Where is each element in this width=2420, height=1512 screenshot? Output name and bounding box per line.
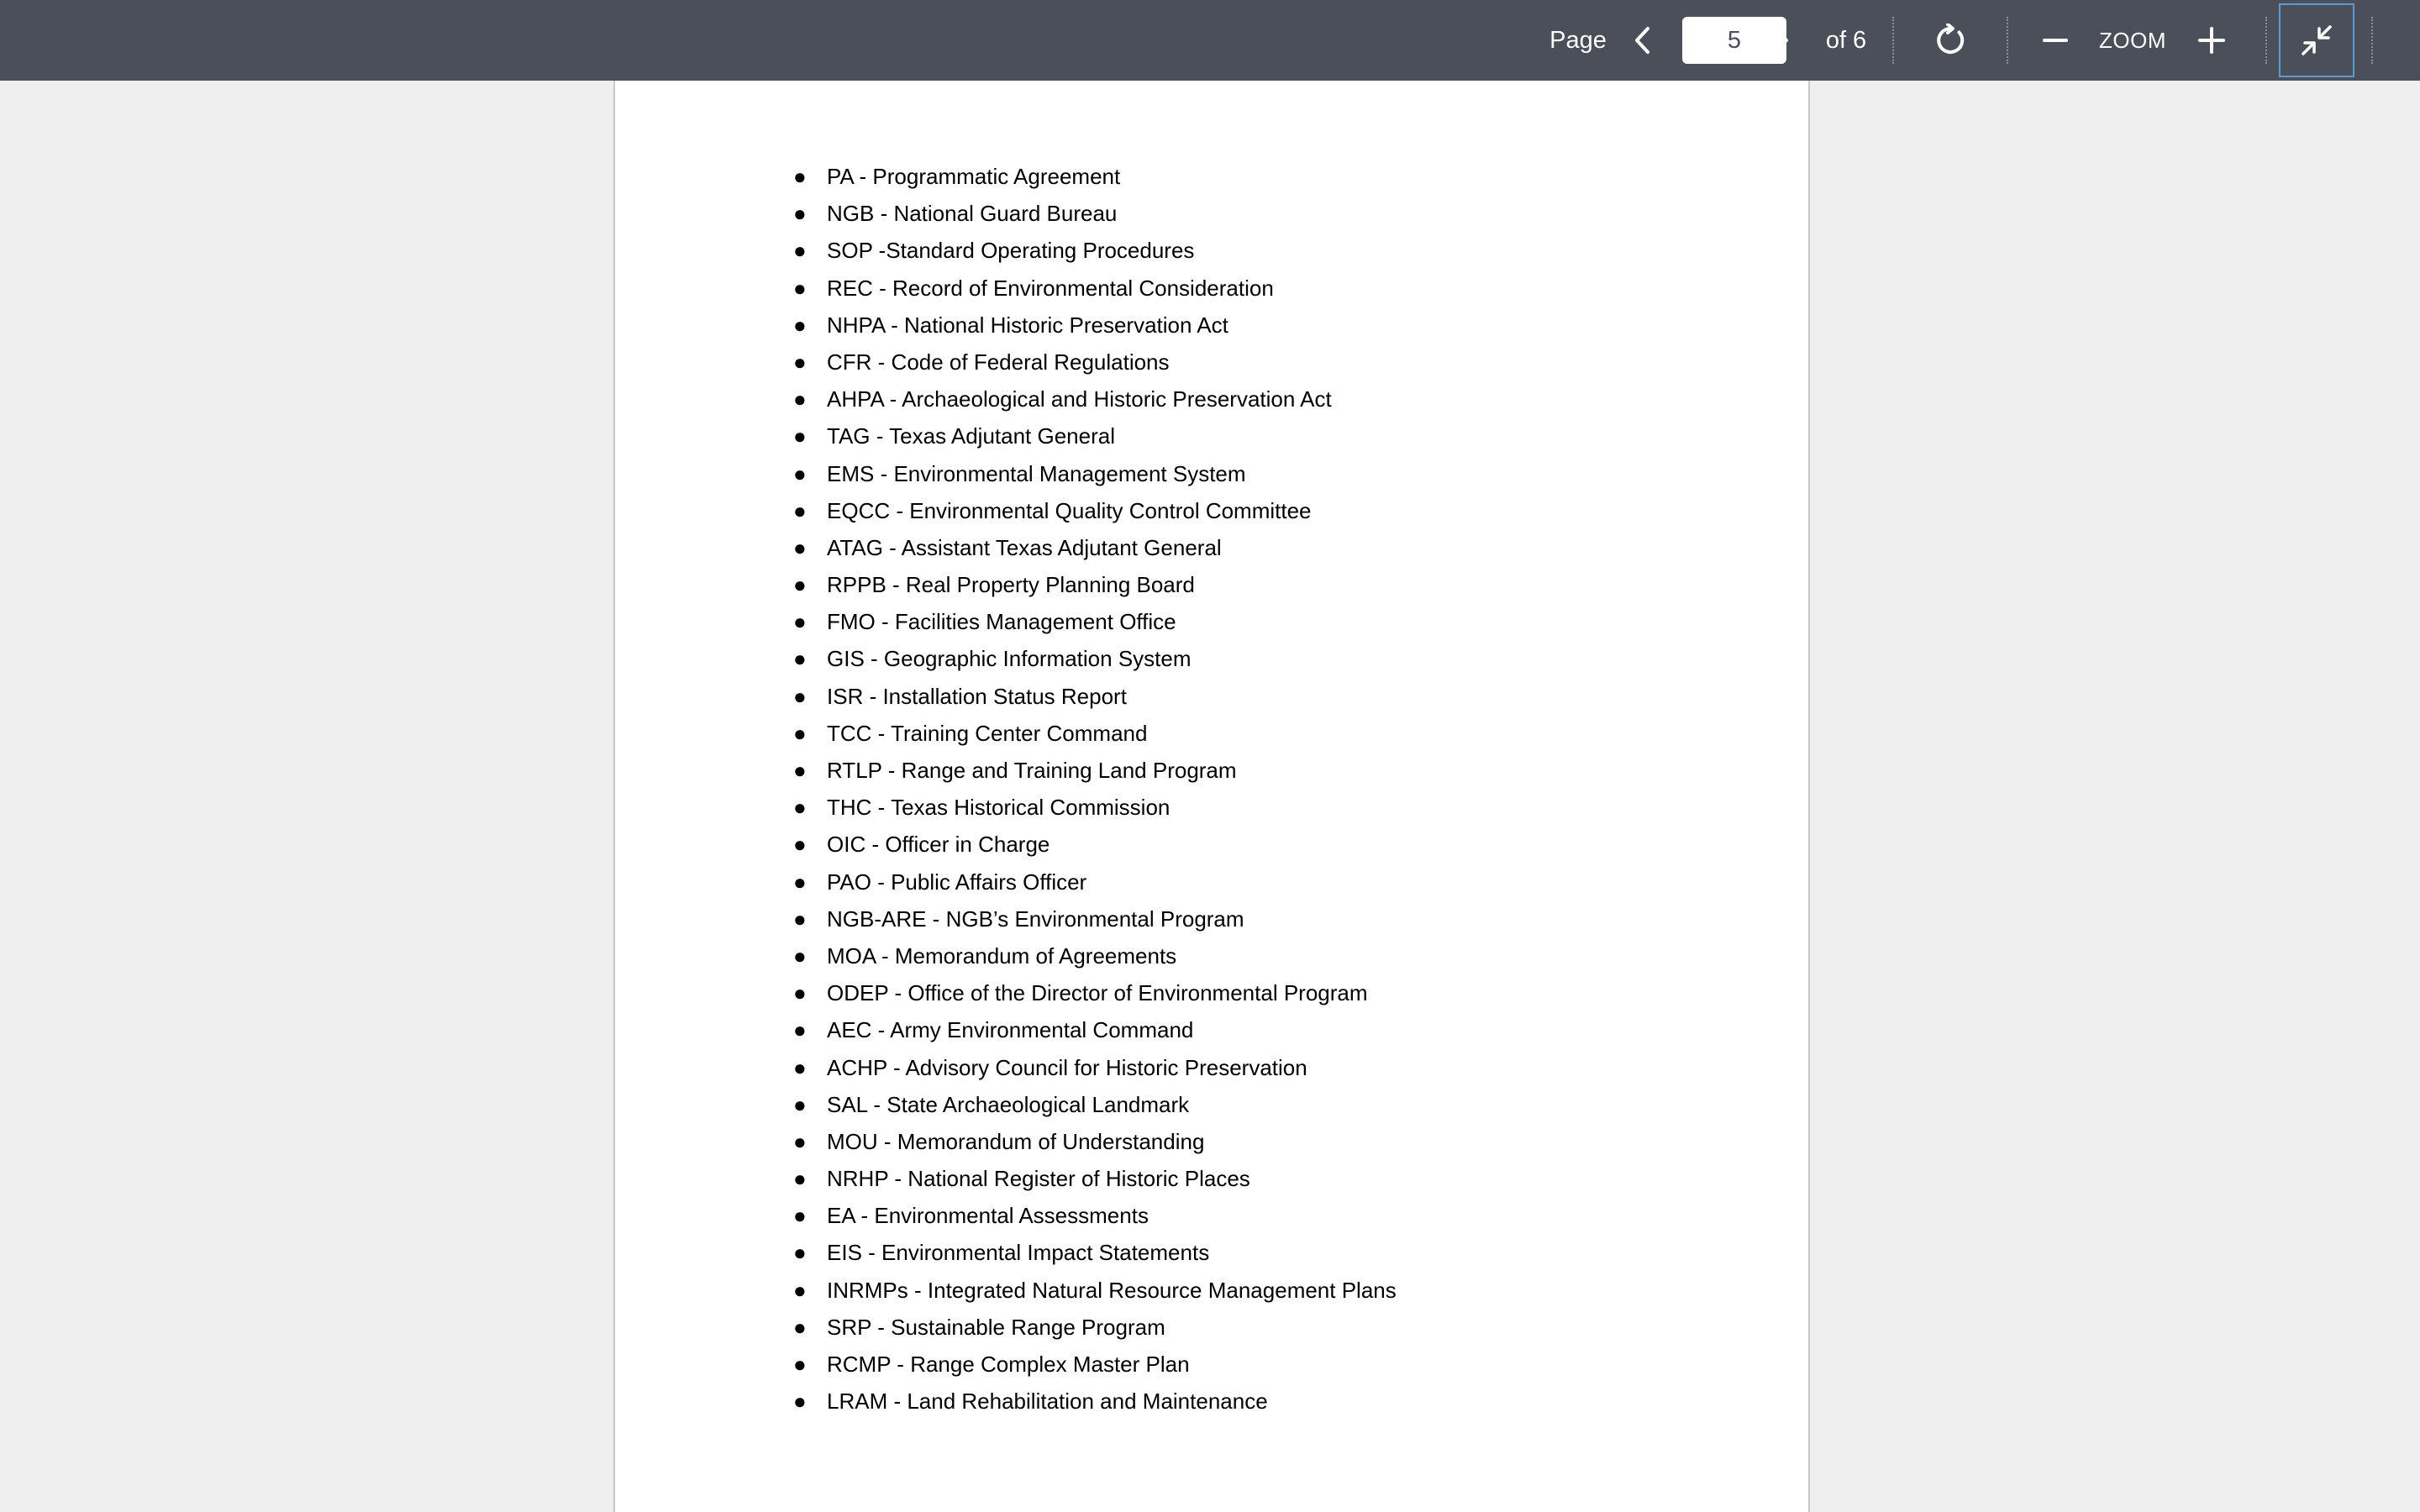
list-item-text: PA - Programmatic Agreement bbox=[827, 164, 1121, 189]
document-viewer[interactable] bbox=[0, 81, 2420, 1512]
bullet-icon: ● bbox=[793, 609, 807, 635]
list-item-text: OIC - Officer in Charge bbox=[827, 832, 1050, 858]
list-item-text: SRP - Sustainable Range Program bbox=[827, 1314, 1165, 1340]
list-item bbox=[615, 826, 1397, 863]
list-item-text: SOP -Standard Operating Procedures bbox=[827, 238, 1195, 264]
list-item bbox=[615, 566, 1397, 603]
toolbar-divider bbox=[1892, 17, 1894, 64]
bullet-icon: ● bbox=[793, 683, 807, 709]
list-item bbox=[615, 1346, 1397, 1383]
list-item-text: NRHP - National Register of Historic Places bbox=[827, 1166, 1250, 1192]
list-item bbox=[615, 864, 1397, 900]
zoom-in-button[interactable] bbox=[2193, 0, 2230, 81]
bullet-icon: ● bbox=[793, 758, 807, 783]
zoom-out-button[interactable] bbox=[2037, 0, 2074, 81]
bullet-icon: ● bbox=[793, 1054, 807, 1080]
bullet-icon: ● bbox=[793, 1314, 807, 1340]
list-item bbox=[615, 307, 1397, 344]
zoom-label: ZOOM bbox=[2099, 27, 2166, 53]
toolbar-divider bbox=[2007, 17, 2008, 64]
list-item-text: NHPA - National Historic Preservation Act bbox=[827, 312, 1228, 338]
list-item-text: TAG - Texas Adjutant General bbox=[827, 423, 1115, 449]
rotate-button[interactable] bbox=[1929, 0, 1971, 81]
bullet-icon: ● bbox=[793, 349, 807, 375]
bullet-icon: ● bbox=[793, 386, 807, 412]
chevron-left-icon bbox=[1631, 25, 1655, 55]
list-item bbox=[615, 455, 1397, 492]
document-page bbox=[613, 81, 1810, 1512]
list-item-text: ISR - Installation Status Report bbox=[827, 683, 1127, 709]
list-item bbox=[615, 1123, 1397, 1160]
list-item bbox=[615, 678, 1397, 715]
list-item-text: GIS - Geographic Information System bbox=[827, 646, 1192, 672]
list-item-text: INRMPs - Integrated Natural Resource Management Plans bbox=[827, 1277, 1397, 1303]
list-item-text: EIS - Environmental Impact Statements bbox=[827, 1240, 1210, 1266]
list-item bbox=[615, 1197, 1397, 1234]
list-item bbox=[615, 1049, 1397, 1086]
list-item-text: AHPA - Archaeological and Historic Preservation Act bbox=[827, 386, 1332, 412]
list-item bbox=[615, 640, 1397, 677]
list-item bbox=[615, 937, 1397, 974]
list-item bbox=[615, 715, 1397, 752]
list-item bbox=[615, 417, 1397, 454]
list-item-text: FMO - Facilities Management Office bbox=[827, 609, 1176, 635]
list-item-text: MOA - Memorandum of Agreements bbox=[827, 942, 1177, 969]
list-item bbox=[615, 974, 1397, 1011]
prev-page-button[interactable] bbox=[1622, 0, 1664, 81]
toolbar-divider bbox=[2265, 17, 2267, 64]
list-item bbox=[615, 195, 1397, 232]
chevron-right-icon bbox=[1769, 25, 1792, 55]
plus-icon bbox=[2198, 27, 2225, 54]
list-item bbox=[615, 1011, 1397, 1048]
bullet-icon: ● bbox=[793, 1203, 807, 1229]
list-item bbox=[615, 1309, 1397, 1346]
bullet-icon: ● bbox=[793, 312, 807, 338]
list-item-text: RPPB - Real Property Planning Board bbox=[827, 572, 1195, 598]
bullet-icon: ● bbox=[793, 832, 807, 858]
list-item bbox=[615, 603, 1397, 640]
list-item-text: NGB - National Guard Bureau bbox=[827, 201, 1118, 227]
list-item-text: SAL - State Archaeological Landmark bbox=[827, 1091, 1190, 1117]
bullet-icon: ● bbox=[793, 201, 807, 227]
bullet-icon: ● bbox=[793, 1277, 807, 1303]
list-item-text: AEC - Army Environmental Command bbox=[827, 1017, 1194, 1043]
bullet-icon: ● bbox=[793, 275, 807, 301]
viewer-toolbar bbox=[0, 0, 2420, 81]
bullet-icon: ● bbox=[793, 646, 807, 672]
list-item bbox=[615, 529, 1397, 566]
list-item bbox=[615, 789, 1397, 826]
list-item bbox=[615, 344, 1397, 381]
total-pages-wrap bbox=[1823, 0, 1869, 81]
bullet-icon: ● bbox=[793, 1389, 807, 1415]
bullet-icon: ● bbox=[793, 423, 807, 449]
bullet-icon: ● bbox=[793, 980, 807, 1006]
bullet-icon: ● bbox=[793, 1240, 807, 1266]
bullet-icon: ● bbox=[793, 1017, 807, 1043]
list-item-text: PAO - Public Affairs Officer bbox=[827, 869, 1087, 895]
list-item bbox=[615, 752, 1397, 789]
rotate-icon bbox=[1933, 24, 1967, 57]
collapse-icon bbox=[2300, 24, 2333, 57]
total-pages-label: of 6 bbox=[1825, 26, 1867, 54]
exit-fullscreen-button[interactable] bbox=[2279, 3, 2354, 77]
bullet-icon: ● bbox=[793, 869, 807, 895]
list-item bbox=[615, 1086, 1397, 1123]
list-item-text: ACHP - Advisory Council for Historic Preservation bbox=[827, 1054, 1307, 1080]
list-item bbox=[615, 900, 1397, 937]
list-item-text: CFR - Code of Federal Regulations bbox=[827, 349, 1170, 375]
bullet-icon: ● bbox=[793, 795, 807, 821]
page-label: Page bbox=[1549, 26, 1607, 54]
list-item bbox=[615, 492, 1397, 529]
bullet-icon: ● bbox=[793, 164, 807, 189]
bullet-icon: ● bbox=[793, 460, 807, 486]
list-item-text: ODEP - Office of the Director of Environmental Program bbox=[827, 980, 1368, 1006]
list-item-text: EQCC - Environmental Quality Control Committee bbox=[827, 497, 1312, 523]
bullet-icon: ● bbox=[793, 1128, 807, 1154]
list-item-text: THC - Texas Historical Commission bbox=[827, 795, 1171, 821]
page-label-wrap bbox=[1551, 0, 1605, 81]
list-item-text: EMS - Environmental Management System bbox=[827, 460, 1246, 486]
bullet-icon: ● bbox=[793, 720, 807, 746]
toolbar-divider bbox=[2371, 17, 2373, 64]
next-page-button[interactable] bbox=[1760, 0, 1802, 81]
list-item-text: ATAG - Assistant Texas Adjutant General bbox=[827, 534, 1222, 560]
acronym-list bbox=[615, 158, 1397, 1420]
list-item-text: EA - Environmental Assessments bbox=[827, 1203, 1149, 1229]
bullet-icon: ● bbox=[793, 534, 807, 560]
list-item bbox=[615, 232, 1397, 269]
zoom-label-wrap bbox=[2099, 0, 2166, 81]
list-item bbox=[615, 381, 1397, 417]
bullet-icon: ● bbox=[793, 1091, 807, 1117]
list-item bbox=[615, 1272, 1397, 1309]
bullet-icon: ● bbox=[793, 1352, 807, 1377]
list-item-text: NGB-ARE - NGB’s Environmental Program bbox=[827, 906, 1244, 932]
bullet-icon: ● bbox=[793, 942, 807, 969]
bullet-icon: ● bbox=[793, 238, 807, 264]
list-item bbox=[615, 1234, 1397, 1271]
list-item-text: REC - Record of Environmental Consideration bbox=[827, 275, 1274, 301]
bullet-icon: ● bbox=[793, 1166, 807, 1192]
list-item bbox=[615, 1383, 1397, 1420]
list-item-text: LRAM - Land Rehabilitation and Maintenance bbox=[827, 1389, 1268, 1415]
list-item-text: RCMP - Range Complex Master Plan bbox=[827, 1352, 1190, 1377]
list-item bbox=[615, 1160, 1397, 1197]
list-item-text: MOU - Memorandum of Understanding bbox=[827, 1128, 1205, 1154]
minus-icon bbox=[2043, 28, 2068, 53]
bullet-icon: ● bbox=[793, 497, 807, 523]
bullet-icon: ● bbox=[793, 572, 807, 598]
list-item-text: RTLP - Range and Training Land Program bbox=[827, 758, 1237, 783]
bullet-icon: ● bbox=[793, 906, 807, 932]
list-item bbox=[615, 270, 1397, 307]
list-item bbox=[615, 158, 1397, 195]
list-item-text: TCC - Training Center Command bbox=[827, 720, 1148, 746]
